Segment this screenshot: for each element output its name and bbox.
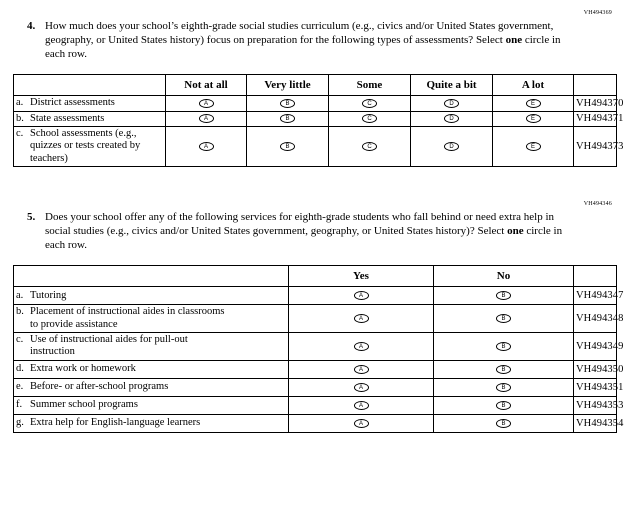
- answer-bubble[interactable]: C: [362, 99, 377, 108]
- row-id-code: VH494350: [574, 360, 617, 378]
- q4-header-some: Some: [329, 75, 411, 96]
- question-4-text-before: How much does your school’s eighth-grade social studies curriculum (e.g., civics and/or United States government, geography, or United States history) focus on preparation for the following types of assessments? Select: [45, 20, 554, 47]
- answer-cell: [247, 111, 329, 126]
- q5-row-tutoring: [14, 287, 617, 305]
- answer-cell: [434, 414, 574, 432]
- answer-cell: [434, 360, 574, 378]
- question-4-id-code: VH494369: [583, 10, 612, 16]
- row-label: Summer school programs: [30, 399, 138, 411]
- answer-bubble[interactable]: E: [526, 114, 541, 123]
- row-label-cell: [14, 360, 289, 378]
- q4-header-code-col: [574, 75, 617, 96]
- answer-cell: [289, 360, 434, 378]
- answer-cell: [166, 96, 247, 111]
- row-letter: a.: [16, 97, 24, 109]
- question-5-number: 5.: [27, 211, 36, 224]
- answer-cell: [434, 305, 574, 333]
- answer-bubble[interactable]: B: [280, 142, 295, 151]
- question-4-number: 4.: [27, 20, 36, 32]
- answer-bubble[interactable]: C: [362, 114, 377, 123]
- q4-header-empty: [14, 75, 166, 96]
- answer-bubble[interactable]: D: [444, 114, 459, 123]
- answer-bubble[interactable]: A: [354, 365, 369, 374]
- q5-table: [13, 265, 624, 433]
- row-id-code: VH494347: [574, 287, 617, 305]
- answer-bubble[interactable]: C: [362, 142, 377, 151]
- answer-cell: [411, 126, 493, 166]
- question-4-head: [27, 19, 618, 61]
- answer-bubble[interactable]: B: [496, 314, 511, 323]
- q5-header-code-col: [574, 266, 617, 287]
- answer-bubble[interactable]: A: [354, 419, 369, 428]
- q4-header-quite-a-bit: Quite a bit: [411, 75, 493, 96]
- row-letter: a.: [16, 289, 24, 301]
- answer-bubble[interactable]: B: [280, 114, 295, 123]
- q5-row-before-after-school: [14, 378, 617, 396]
- answer-cell: [434, 333, 574, 361]
- row-id-code: VH494371: [574, 111, 617, 126]
- answer-cell: [493, 126, 574, 166]
- row-label: State assessments: [30, 112, 105, 124]
- answer-cell: [289, 378, 434, 396]
- answer-bubble[interactable]: B: [496, 401, 511, 410]
- question-4-block: [13, 10, 624, 167]
- q5-header-yes: Yes: [289, 266, 434, 287]
- answer-bubble[interactable]: B: [496, 419, 511, 428]
- answer-bubble[interactable]: A: [199, 114, 214, 123]
- q5-row-summer-school: [14, 396, 617, 414]
- answer-cell: [289, 414, 434, 432]
- q5-row-aides-pullout: [14, 333, 617, 361]
- row-label: Extra help for English-language learners: [30, 417, 201, 429]
- row-label-cell: [14, 333, 289, 361]
- row-label-cell: [14, 305, 289, 333]
- q4-row-district: [14, 96, 617, 111]
- row-label: Tutoring: [30, 289, 67, 301]
- row-id-code: VH494354: [574, 414, 617, 432]
- answer-cell: [289, 333, 434, 361]
- answer-cell: [434, 378, 574, 396]
- row-letter: c.: [16, 127, 24, 139]
- question-5-text: [45, 210, 581, 252]
- row-letter: b.: [16, 112, 24, 124]
- question-5-head: [27, 210, 618, 252]
- row-label-cell: [14, 126, 166, 166]
- row-id-code: VH494373: [574, 126, 617, 166]
- row-label: Use of instructional aides for pull-out instruction: [30, 334, 188, 358]
- row-label: Placement of instructional aides in classrooms to provide assistance: [30, 306, 225, 330]
- row-label-cell: [14, 378, 289, 396]
- row-label-cell: [14, 111, 166, 126]
- row-label-cell: [14, 287, 289, 305]
- row-label-cell: [14, 96, 166, 111]
- row-id-code: VH494349: [574, 333, 617, 361]
- q4-header-very-little: Very little: [247, 75, 329, 96]
- q5-header-row: [14, 266, 617, 287]
- q5-header-no: No: [434, 266, 574, 287]
- row-label-cell: [14, 396, 289, 414]
- answer-bubble[interactable]: A: [354, 342, 369, 351]
- answer-bubble[interactable]: B: [496, 342, 511, 351]
- answer-cell: [166, 111, 247, 126]
- question-5-text-before: Does your school offer any of the following services for eighth-grade students who fall behind or need extra help in social studies (e.g., civics and/or United States government, geography, or United States history)? Select: [45, 211, 555, 238]
- question-5-text-after: circle in each row.: [45, 225, 563, 252]
- question-4-text-after: circle in each row.: [45, 34, 561, 61]
- answer-bubble[interactable]: A: [199, 142, 214, 151]
- answer-cell: [247, 96, 329, 111]
- row-letter: e.: [16, 381, 24, 393]
- row-label: School assessments (e.g., quizzes or tests created by teachers): [30, 127, 141, 164]
- row-letter: b.: [16, 306, 24, 318]
- answer-bubble[interactable]: A: [354, 314, 369, 323]
- row-id-code: VH494370: [574, 96, 617, 111]
- answer-cell: [247, 126, 329, 166]
- answer-cell: [493, 96, 574, 111]
- q5-row-aides-classroom: [14, 305, 617, 333]
- row-label: Extra work or homework: [30, 363, 136, 375]
- answer-bubble[interactable]: A: [199, 99, 214, 108]
- row-letter: g.: [16, 417, 24, 429]
- q5-header-empty: [14, 266, 289, 287]
- q4-table: [13, 74, 624, 167]
- answer-bubble[interactable]: B: [280, 99, 295, 108]
- q4-row-school: [14, 126, 617, 166]
- answer-bubble[interactable]: A: [354, 401, 369, 410]
- answer-cell: [493, 111, 574, 126]
- answer-cell: [289, 305, 434, 333]
- q5-row-extra-work: [14, 360, 617, 378]
- q4-header-not-at-all: Not at all: [166, 75, 247, 96]
- question-5-id-code: VH494346: [583, 201, 612, 208]
- row-letter: f.: [16, 399, 23, 411]
- answer-cell: [289, 396, 434, 414]
- question-5-text-bold: one: [507, 225, 524, 238]
- q4-row-state: [14, 111, 617, 126]
- row-id-code: VH494353: [574, 396, 617, 414]
- answer-bubble[interactable]: B: [496, 383, 511, 392]
- answer-cell: [411, 111, 493, 126]
- answer-cell: [329, 96, 411, 111]
- q4-header-row: [14, 75, 617, 96]
- answer-bubble[interactable]: D: [444, 142, 459, 151]
- answer-cell: [411, 96, 493, 111]
- answer-cell: [166, 126, 247, 166]
- row-id-code: VH494348: [574, 305, 617, 333]
- answer-cell: [434, 287, 574, 305]
- q4-header-a-lot: A lot: [493, 75, 574, 96]
- answer-bubble[interactable]: D: [444, 99, 459, 108]
- answer-cell: [329, 126, 411, 166]
- q5-row-ell-help: [14, 414, 617, 432]
- answer-bubble[interactable]: E: [526, 142, 541, 151]
- answer-cell: [289, 287, 434, 305]
- row-letter: d.: [16, 363, 24, 375]
- row-id-code: VH494351: [574, 378, 617, 396]
- answer-bubble[interactable]: B: [496, 291, 511, 300]
- answer-bubble[interactable]: E: [526, 99, 541, 108]
- question-5-block: [13, 201, 624, 433]
- answer-bubble[interactable]: A: [354, 291, 369, 300]
- answer-bubble[interactable]: A: [354, 383, 369, 392]
- row-label: Before- or after-school programs: [30, 381, 169, 393]
- row-letter: c.: [16, 334, 24, 346]
- question-4-text: [45, 19, 581, 61]
- row-label: District assessments: [30, 97, 115, 109]
- question-4-text-bold: one: [505, 34, 523, 47]
- row-label-cell: [14, 414, 289, 432]
- answer-bubble[interactable]: B: [496, 365, 511, 374]
- answer-cell: [434, 396, 574, 414]
- answer-cell: [329, 111, 411, 126]
